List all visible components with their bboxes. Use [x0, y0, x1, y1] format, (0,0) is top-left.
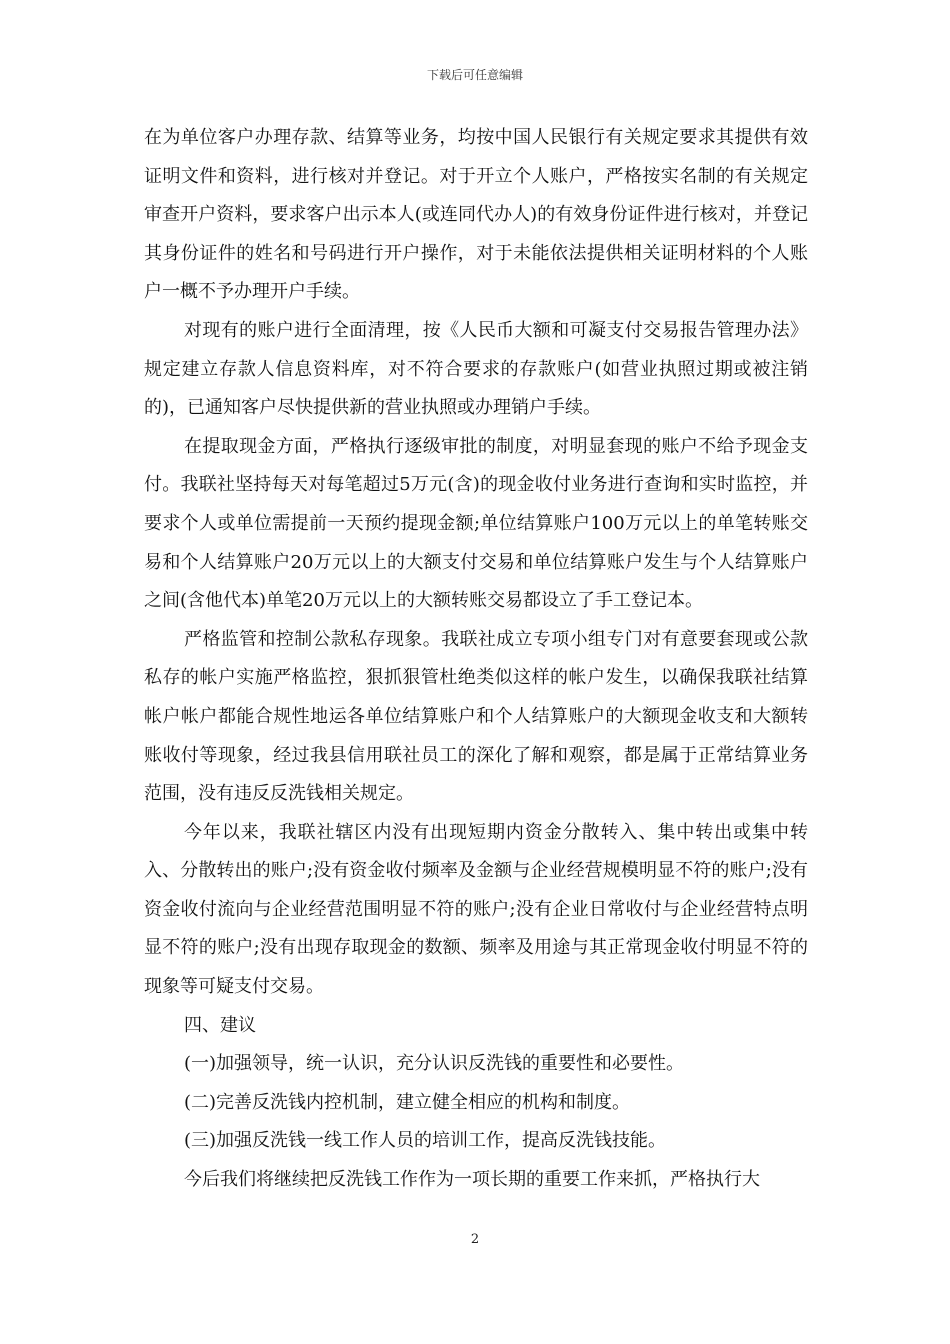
paragraph-cash-withdrawal: 在提取现金方面，严格执行逐级审批的制度，对明显套现的账户不给予现金支付。我联社坚持每天对每笔超过5万元(含)的现金收付业务进行查询和实时监控，并要求个人或单位需提前一天预约提现金额;单位结算账户100万元以上的单笔转账交易和个人结算账户20万元以上的大额支付交易和单位结算账户发生与个人结算账户之间(含他代本)单笔20万元以上的大额转账交易都设立了手工登记本。: [144, 435, 808, 612]
suggestion-item-2: (二)完善反洗钱内控机制，建立健全相应的机构和制度。: [184, 1091, 631, 1113]
page-header: 下载后可任意编辑: [426, 68, 523, 82]
suggestion-item-1: (一)加强领导，统一认识，充分认识反洗钱的重要性和必要性。: [184, 1053, 685, 1075]
paragraph-closing: 今后我们将继续把反洗钱工作作为一项长期的重要工作来抓，严格执行大: [184, 1169, 760, 1191]
paragraph-continuation: 在为单位客户办理存款、结算等业务，均按中国人民银行有关规定要求其提供有效证明文件和资料，进行核对并登记。对于开立个人账户，严格按实名制的有关规定审查开户资料，要求客户出示本人(或连同代办人)的有效身份证件进行核对，并登记其身份证件的姓名和号码进行开户操作，对于未能依法提供相关证明材料的个人账户一概不予办理开户手续。: [144, 127, 808, 303]
document-body: [144, 119, 808, 1200]
suggestion-item-3: (三)加强反洗钱一线工作人员的培训工作，提高反洗钱技能。: [184, 1130, 667, 1152]
section-heading-suggestions: 四、建议: [184, 1014, 256, 1036]
paragraph-this-year: 今年以来，我联社辖区内没有出现短期内资金分散转入、集中转出或集中转入、分散转出的账户;没有资金收付频率及金额与企业经营规模明显不符的账户;没有资金收付流向与企业经营范围明显不符的账户;没有企业日常收付与企业经营特点明显不符的账户;没有出现存取现金的数额、频率及用途与其正常现金收付明显不符的现象等可疑支付交易。: [144, 821, 809, 998]
paragraph-public-funds: 严格监管和控制公款私存现象。我联社成立专项小组专门对有意要套现或公款私存的帐户实施严格监控，狠抓狠管杜绝类似这样的帐户发生，以确保我联社结算帐户帐户都能合规性地运各单位结算账户和个人结算账户的大额现金收支和大额转账收付等现象，经过我县信用联社员工的深化了解和观察，都是属于正常结算业务范围，没有违反反洗钱相关规定。: [144, 628, 808, 805]
page-number: 2: [470, 1232, 480, 1247]
paragraph-account-cleanup: 对现有的账户进行全面清理，按《人民币大额和可凝支付交易报告管理办法》规定建立存款人信息资料库，对不符合要求的存款账户(如营业执照过期或被注销的)，已通知客户尽快提供新的营业执照或办理销户手续。: [144, 319, 808, 419]
